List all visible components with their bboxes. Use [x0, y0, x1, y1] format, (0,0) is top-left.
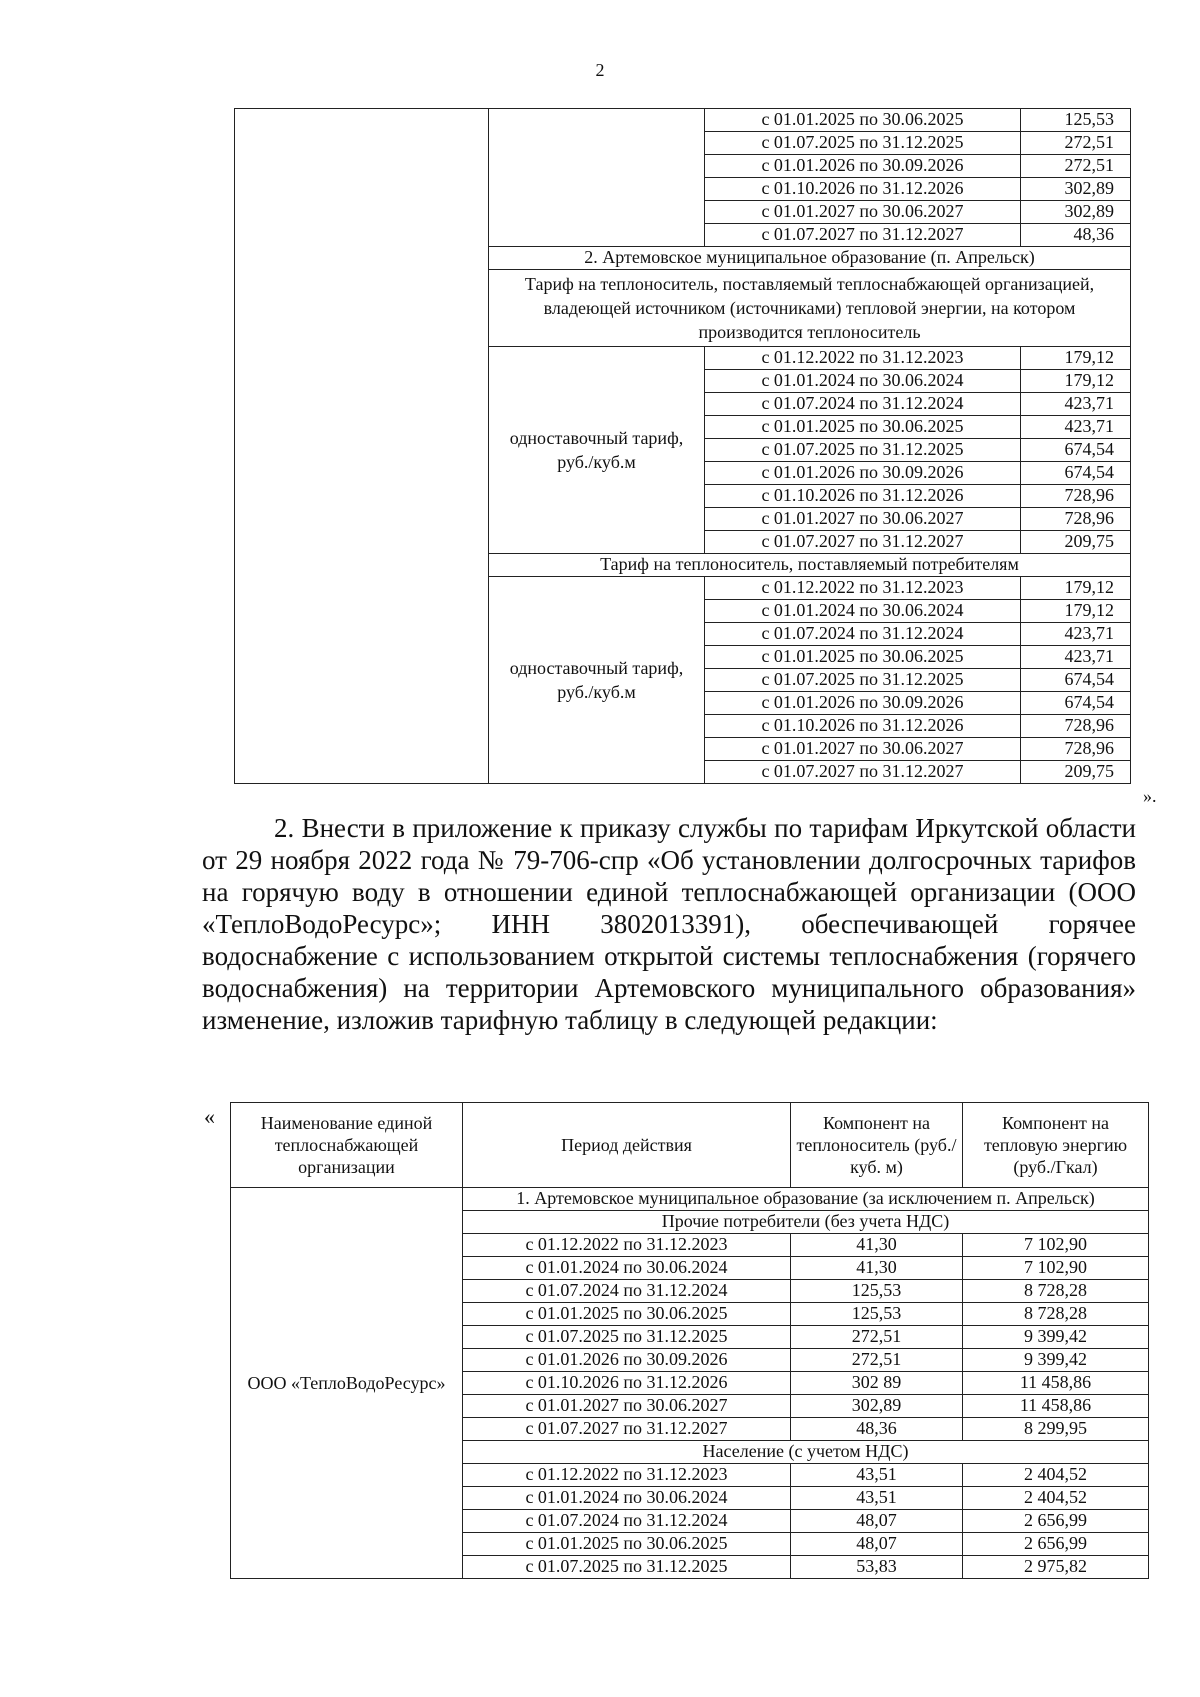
tariff-table-continuation — [234, 108, 1131, 784]
org-name: ООО «ТеплоВодоРесурс» — [231, 1188, 463, 1579]
carrier-cell: 302,89 — [791, 1395, 963, 1418]
value-cell: 272,51 — [1021, 132, 1131, 155]
energy-cell: 7 102,90 — [963, 1257, 1149, 1280]
carrier-cell: 272,51 — [791, 1326, 963, 1349]
carrier-cell: 41,30 — [791, 1234, 963, 1257]
energy-cell: 11 458,86 — [963, 1395, 1149, 1418]
energy-cell: 2 404,52 — [963, 1487, 1149, 1510]
value-cell: 209,75 — [1021, 531, 1131, 554]
period-cell: с 01.07.2025 по 31.12.2025 — [705, 439, 1021, 462]
org-name-cell-blank — [235, 109, 489, 784]
header-org: Наименование единой теплоснабжающей организации — [231, 1103, 463, 1188]
opening-quote: « — [204, 1104, 215, 1129]
value-cell: 179,12 — [1021, 577, 1131, 600]
period-cell: с 01.01.2025 по 30.06.2025 — [463, 1303, 791, 1326]
period-cell: с 01.12.2022 по 31.12.2023 — [705, 577, 1021, 600]
energy-cell: 2 656,99 — [963, 1533, 1149, 1556]
period-cell: с 01.07.2024 по 31.12.2024 — [463, 1510, 791, 1533]
value-cell: 125,53 — [1021, 109, 1131, 132]
period-cell: с 01.07.2027 по 31.12.2027 — [705, 531, 1021, 554]
period-cell: с 01.07.2025 по 31.12.2025 — [705, 669, 1021, 692]
period-cell: с 01.01.2027 по 30.06.2027 — [705, 508, 1021, 531]
carrier-cell: 302 89 — [791, 1372, 963, 1395]
carrier-cell: 43,51 — [791, 1487, 963, 1510]
section-title: 1. Артемовское муниципальное образование (за исключением п. Апрельск) — [463, 1188, 1149, 1211]
value-cell: 728,96 — [1021, 485, 1131, 508]
header-energy-component: Компонент на тепловую энергию (руб./Гкал) — [963, 1103, 1149, 1188]
value-cell: 728,96 — [1021, 715, 1131, 738]
period-cell: с 01.10.2026 по 31.12.2026 — [463, 1372, 791, 1395]
group-title: Тариф на теплоноситель, поставляемый теплоснабжающей организацией, владеющей источником (источниками) тепловой энергии, на котором производится теплоноситель — [489, 270, 1131, 347]
period-cell: с 01.01.2026 по 30.09.2026 — [705, 692, 1021, 715]
period-cell: с 01.07.2024 по 31.12.2024 — [463, 1280, 791, 1303]
value-cell: 272,51 — [1021, 155, 1131, 178]
page-number: 2 — [595, 60, 605, 80]
period-cell: с 01.01.2026 по 30.09.2026 — [705, 462, 1021, 485]
section-row — [231, 1188, 1149, 1211]
energy-cell: 2 975,82 — [963, 1556, 1149, 1579]
energy-cell: 2 404,52 — [963, 1464, 1149, 1487]
period-cell: с 01.10.2026 по 31.12.2026 — [705, 485, 1021, 508]
value-cell: 179,12 — [1021, 370, 1131, 393]
period-cell: с 01.07.2027 по 31.12.2027 — [705, 761, 1021, 784]
period-cell: с 01.01.2027 по 30.06.2027 — [705, 201, 1021, 224]
period-cell: с 01.01.2027 по 30.06.2027 — [705, 738, 1021, 761]
carrier-cell: 48,07 — [791, 1533, 963, 1556]
period-cell: с 01.01.2027 по 30.06.2027 — [463, 1395, 791, 1418]
period-cell: с 01.07.2027 по 31.12.2027 — [463, 1418, 791, 1441]
energy-cell: 8 728,28 — [963, 1303, 1149, 1326]
value-cell: 728,96 — [1021, 738, 1131, 761]
header-carrier-component: Компонент на теплоноситель (руб./куб. м) — [791, 1103, 963, 1188]
carrier-cell: 272,51 — [791, 1349, 963, 1372]
carrier-cell: 125,53 — [791, 1303, 963, 1326]
group-title: Тариф на теплоноситель, поставляемый потребителям — [489, 554, 1131, 577]
period-cell: с 01.07.2027 по 31.12.2027 — [705, 224, 1021, 247]
value-cell: 674,54 — [1021, 462, 1131, 485]
period-cell: с 01.01.2025 по 30.06.2025 — [705, 646, 1021, 669]
carrier-cell: 125,53 — [791, 1280, 963, 1303]
hot-water-tariff-table — [230, 1102, 1149, 1579]
period-cell: с 01.07.2024 по 31.12.2024 — [705, 393, 1021, 416]
section-title: 2. Артемовское муниципальное образование (п. Апрельск) — [489, 247, 1131, 270]
group-title: Население (с учетом НДС) — [463, 1441, 1149, 1464]
period-cell: с 01.07.2025 по 31.12.2025 — [463, 1556, 791, 1579]
energy-cell: 9 399,42 — [963, 1349, 1149, 1372]
amendment-text: 2. Внести в приложение к приказу службы по тарифам Иркутской области от 29 ноября 2022 года № 79-706-спр «Об установлении долгосрочных тарифов на горячую воду в отношении единой теплоснабжающей организации (ООО «ТеплоВодоРесурс»; ИНН 3802013391), обеспечивающей горячее водоснабжение с использованием открытой системы теплоснабжения (горячего водоснабжения) на территории Артемовского муниципального образования» изменение, изложив тарифную таблицу в следующей редакции: — [202, 813, 1136, 1035]
energy-cell: 8 299,95 — [963, 1418, 1149, 1441]
tariff-type-cell-blank — [489, 109, 705, 247]
value-cell: 179,12 — [1021, 347, 1131, 370]
period-cell: с 01.07.2025 по 31.12.2025 — [705, 132, 1021, 155]
value-cell: 179,12 — [1021, 600, 1131, 623]
energy-cell: 9 399,42 — [963, 1326, 1149, 1349]
period-cell: с 01.01.2026 по 30.09.2026 — [463, 1349, 791, 1372]
period-cell: с 01.07.2024 по 31.12.2024 — [705, 623, 1021, 646]
value-cell: 674,54 — [1021, 669, 1131, 692]
period-cell: с 01.01.2024 по 30.06.2024 — [463, 1257, 791, 1280]
energy-cell: 11 458,86 — [963, 1372, 1149, 1395]
value-cell: 728,96 — [1021, 508, 1131, 531]
carrier-cell: 48,36 — [791, 1418, 963, 1441]
energy-cell: 2 656,99 — [963, 1510, 1149, 1533]
period-cell: с 01.12.2022 по 31.12.2023 — [463, 1234, 791, 1257]
carrier-cell: 53,83 — [791, 1556, 963, 1579]
value-cell: 423,71 — [1021, 416, 1131, 439]
carrier-cell: 43,51 — [791, 1464, 963, 1487]
amendment-paragraph — [202, 812, 1136, 1036]
closing-quote: ». — [1143, 786, 1157, 806]
period-cell: с 01.01.2025 по 30.06.2025 — [463, 1533, 791, 1556]
value-cell: 423,71 — [1021, 393, 1131, 416]
period-cell: с 01.12.2022 по 31.12.2023 — [463, 1464, 791, 1487]
carrier-cell: 48,07 — [791, 1510, 963, 1533]
value-cell: 209,75 — [1021, 761, 1131, 784]
period-cell: с 01.07.2025 по 31.12.2025 — [463, 1326, 791, 1349]
value-cell: 674,54 — [1021, 439, 1131, 462]
period-cell: с 01.01.2024 по 30.06.2024 — [705, 370, 1021, 393]
carrier-cell: 41,30 — [791, 1257, 963, 1280]
period-cell: с 01.10.2026 по 31.12.2026 — [705, 715, 1021, 738]
period-cell: с 01.01.2024 по 30.06.2024 — [463, 1487, 791, 1510]
period-cell: с 01.01.2025 по 30.06.2025 — [705, 416, 1021, 439]
value-cell: 302,89 — [1021, 201, 1131, 224]
value-cell: 423,71 — [1021, 646, 1131, 669]
period-cell: с 01.01.2024 по 30.06.2024 — [705, 600, 1021, 623]
period-cell: с 01.10.2026 по 31.12.2026 — [705, 178, 1021, 201]
header-row — [231, 1103, 1149, 1188]
group-title: Прочие потребители (без учета НДС) — [463, 1211, 1149, 1234]
value-cell: 674,54 — [1021, 692, 1131, 715]
value-cell: 48,36 — [1021, 224, 1131, 247]
period-cell: с 01.01.2025 по 30.06.2025 — [705, 109, 1021, 132]
energy-cell: 8 728,28 — [963, 1280, 1149, 1303]
table-row — [235, 109, 1131, 132]
value-cell: 423,71 — [1021, 623, 1131, 646]
energy-cell: 7 102,90 — [963, 1234, 1149, 1257]
period-cell: с 01.01.2026 по 30.09.2026 — [705, 155, 1021, 178]
value-cell: 302,89 — [1021, 178, 1131, 201]
period-cell: с 01.12.2022 по 31.12.2023 — [705, 347, 1021, 370]
header-period: Период действия — [463, 1103, 791, 1188]
tariff-type-label: одноставочный тариф, руб./куб.м — [489, 577, 705, 784]
tariff-type-label: одноставочный тариф, руб./куб.м — [489, 347, 705, 554]
